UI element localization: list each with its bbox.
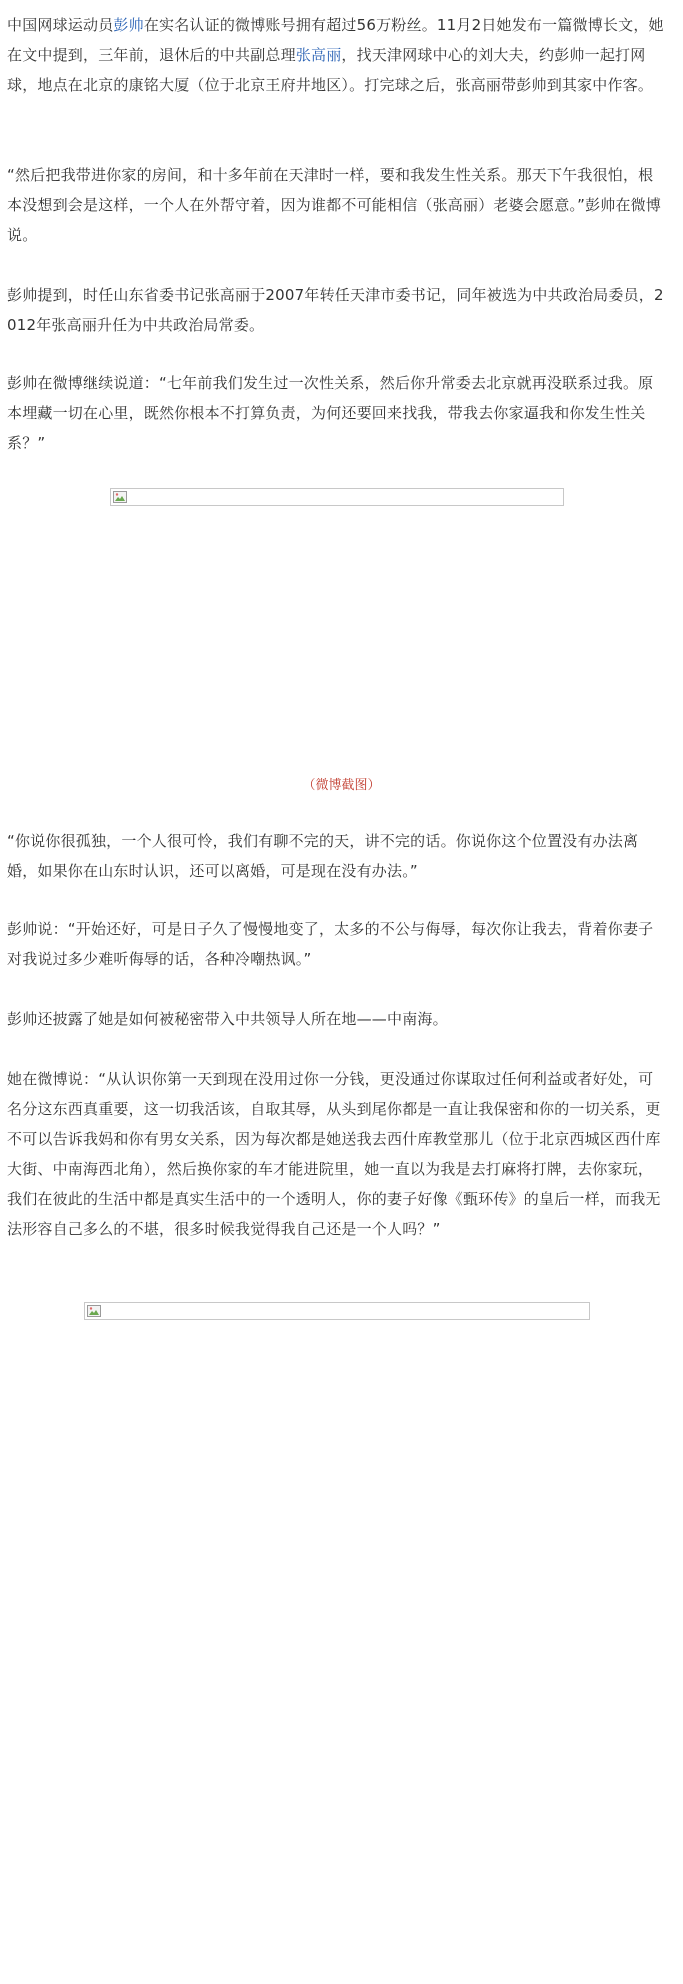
paragraph-1-text-c: ，找天津网球中心的刘大夫，约彭帅一起打网球，地点在北京的康铭大厦（位于北京王府井地区）。打完球之后，张高丽带彭帅到其家中作客。 <box>7 46 654 94</box>
paragraph-4: 彭帅在微博继续说道：“七年前我们发生过一次性关系，然后你升常委去北京就再没联系过我。原本埋藏一切在心里，既然你根本不打算负责，为何还要回来找我，带我去你家逼我和你发生性关系？” <box>7 374 654 452</box>
paragraph-2: “然后把我带进你家的房间，和十多年前在天津时一样，要和我发生性关系。那天下午我很怕，根本没想到会是这样，一个人在外帮守着，因为谁都不可能相信（张高丽）老婆会愿意。”彭帅在微博说。 <box>7 166 662 244</box>
paragraph-3: 彭帅提到，时任山东省委书记张高丽于2007年转任天津市委书记，同年被选为中共政治局委员，2012年张高丽升任为中共政治局常委。 <box>7 286 664 334</box>
paragraph-8: 她在微博说：“从认识你第一天到现在没用过你一分钱，更没通过你谋取过任何利益或者好处，可名分这东西真重要，这一切我活该，自取其辱，从头到尾你都是一直让我保密和你的一切关系，更不可以告诉我妈和你有男女关系，因为每次都是她送我去西什库教堂那儿（位于北京西城区西什库大街、中南海西北角），然后换你家的车才能进院里，她一直以为我是去打麻将打牌，去你家玩，我们在彼此的生活中都是真实生活中的一个透明人，你的妻子好像《甄环传》的皇后一样，而我无法形容自己多么的不堪，很多时候我觉得我自己还是一个人吗？” <box>7 1070 661 1238</box>
weibo-screenshot-image-2 <box>84 1302 590 1320</box>
paragraph-6: 彭帅说：“开始还好，可是日子久了慢慢地变了，太多的不公与侮辱，每次你让我去，背着你妻子对我说过多少难听侮辱的话，各种冷嘲热讽。” <box>7 920 654 968</box>
paragraph-5: “你说你很孤独，一个人很可怜，我们有聊不完的天，讲不完的话。你说你这个位置没有办法离婚，如果你在山东时认识，还可以离婚，可是现在没有办法。” <box>7 832 639 880</box>
link-zhang-gaoli[interactable]: 张高丽 <box>295 46 342 64</box>
broken-image-icon <box>87 1305 101 1317</box>
paragraph-1-text-b: 在实名认证的微博账号拥有超过56万粉丝。11月2日她发布一篇微博长文，她在文中提到，三年前，退休后的中共副总理 <box>7 16 664 64</box>
broken-image-icon <box>113 491 127 503</box>
paragraph-7: 彭帅还披露了她是如何被秘密带入中共领导人所在地——中南海。 <box>7 1010 448 1028</box>
paragraph-1-text-a: 中国网球运动员 <box>7 16 114 34</box>
image-caption: （微博截图） <box>302 778 381 793</box>
weibo-screenshot-image-1 <box>110 488 564 506</box>
paragraph-1 <box>7 10 667 100</box>
link-peng-shuai[interactable]: 彭帅 <box>113 16 144 34</box>
